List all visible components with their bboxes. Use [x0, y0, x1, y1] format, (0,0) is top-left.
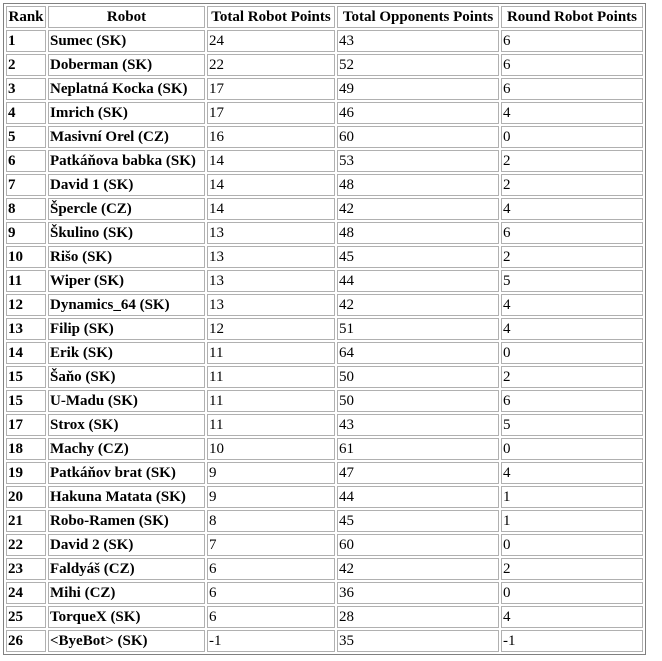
- total-opponents-points-cell: 50: [337, 366, 499, 388]
- robot-name-cell: Erik (SK): [48, 342, 205, 364]
- total-robot-points-cell: 22: [207, 54, 335, 76]
- rank-cell: 15: [6, 366, 46, 388]
- table-row: [6, 222, 643, 244]
- table-row: [6, 414, 643, 436]
- total-opponents-points-cell: 53: [337, 150, 499, 172]
- round-robot-points-cell: 2: [501, 366, 643, 388]
- robot-name-cell: Dynamics_64 (SK): [48, 294, 205, 316]
- total-robot-points-cell: 9: [207, 462, 335, 484]
- total-opponents-points-cell: 43: [337, 30, 499, 52]
- table-body: [6, 30, 643, 652]
- table-row: [6, 558, 643, 580]
- table-row: [6, 174, 643, 196]
- robot-name-cell: Wiper (SK): [48, 270, 205, 292]
- rank-cell: 20: [6, 486, 46, 508]
- total-robot-points-cell: 11: [207, 366, 335, 388]
- table-row: [6, 342, 643, 364]
- total-robot-points-cell: 16: [207, 126, 335, 148]
- total-robot-points-cell: 14: [207, 150, 335, 172]
- rank-cell: 26: [6, 630, 46, 652]
- rank-cell: 9: [6, 222, 46, 244]
- total-opponents-points-cell: 45: [337, 510, 499, 532]
- total-opponents-points-cell: 42: [337, 294, 499, 316]
- robot-name-cell: U-Madu (SK): [48, 390, 205, 412]
- total-opponents-points-cell: 50: [337, 390, 499, 412]
- results-table: [3, 3, 646, 655]
- round-robot-points-cell: 0: [501, 342, 643, 364]
- column-header-rank: Rank: [6, 6, 46, 28]
- table-row: [6, 78, 643, 100]
- total-robot-points-cell: 7: [207, 534, 335, 556]
- table-row: [6, 630, 643, 652]
- total-opponents-points-cell: 42: [337, 558, 499, 580]
- round-robot-points-cell: 4: [501, 198, 643, 220]
- robot-name-cell: Machy (CZ): [48, 438, 205, 460]
- robot-name-cell: David 2 (SK): [48, 534, 205, 556]
- total-robot-points-cell: 13: [207, 246, 335, 268]
- header-row: [6, 6, 643, 28]
- table-row: [6, 606, 643, 628]
- table-row: [6, 438, 643, 460]
- rank-cell: 24: [6, 582, 46, 604]
- rank-cell: 2: [6, 54, 46, 76]
- round-robot-points-cell: 0: [501, 582, 643, 604]
- total-opponents-points-cell: 46: [337, 102, 499, 124]
- table-row: [6, 462, 643, 484]
- rank-cell: 5: [6, 126, 46, 148]
- total-robot-points-cell: 6: [207, 582, 335, 604]
- table-row: [6, 510, 643, 532]
- table-row: [6, 126, 643, 148]
- total-robot-points-cell: 11: [207, 390, 335, 412]
- rank-cell: 6: [6, 150, 46, 172]
- total-robot-points-cell: 13: [207, 270, 335, 292]
- rank-cell: 18: [6, 438, 46, 460]
- total-opponents-points-cell: 36: [337, 582, 499, 604]
- robot-name-cell: Imrich (SK): [48, 102, 205, 124]
- total-robot-points-cell: 13: [207, 222, 335, 244]
- table-row: [6, 102, 643, 124]
- table-row: [6, 318, 643, 340]
- robot-name-cell: Škulino (SK): [48, 222, 205, 244]
- rank-cell: 1: [6, 30, 46, 52]
- rank-cell: 13: [6, 318, 46, 340]
- round-robot-points-cell: 2: [501, 558, 643, 580]
- total-robot-points-cell: 17: [207, 102, 335, 124]
- rank-cell: 22: [6, 534, 46, 556]
- round-robot-points-cell: 0: [501, 438, 643, 460]
- table-row: [6, 390, 643, 412]
- total-robot-points-cell: 11: [207, 414, 335, 436]
- column-header-robot: Robot: [48, 6, 205, 28]
- robot-name-cell: Sumec (SK): [48, 30, 205, 52]
- rank-cell: 8: [6, 198, 46, 220]
- round-robot-points-cell: 4: [501, 102, 643, 124]
- total-opponents-points-cell: 52: [337, 54, 499, 76]
- robot-name-cell: TorqueX (SK): [48, 606, 205, 628]
- rank-cell: 7: [6, 174, 46, 196]
- total-opponents-points-cell: 51: [337, 318, 499, 340]
- total-opponents-points-cell: 48: [337, 174, 499, 196]
- robot-name-cell: Strox (SK): [48, 414, 205, 436]
- round-robot-points-cell: 5: [501, 270, 643, 292]
- table-row: [6, 30, 643, 52]
- table-row: [6, 270, 643, 292]
- total-opponents-points-cell: 28: [337, 606, 499, 628]
- rank-cell: 14: [6, 342, 46, 364]
- total-robot-points-cell: 10: [207, 438, 335, 460]
- total-opponents-points-cell: 48: [337, 222, 499, 244]
- robot-name-cell: Špercle (CZ): [48, 198, 205, 220]
- rank-cell: 10: [6, 246, 46, 268]
- table-row: [6, 294, 643, 316]
- round-robot-points-cell: 2: [501, 246, 643, 268]
- round-robot-points-cell: 5: [501, 414, 643, 436]
- total-robot-points-cell: 8: [207, 510, 335, 532]
- robot-name-cell: Mihi (CZ): [48, 582, 205, 604]
- rank-cell: 15: [6, 390, 46, 412]
- table-row: [6, 150, 643, 172]
- total-robot-points-cell: 13: [207, 294, 335, 316]
- total-opponents-points-cell: 45: [337, 246, 499, 268]
- round-robot-points-cell: 1: [501, 510, 643, 532]
- robot-name-cell: Filip (SK): [48, 318, 205, 340]
- robot-name-cell: Hakuna Matata (SK): [48, 486, 205, 508]
- round-robot-points-cell: 4: [501, 462, 643, 484]
- total-robot-points-cell: 11: [207, 342, 335, 364]
- total-robot-points-cell: 14: [207, 174, 335, 196]
- total-robot-points-cell: 9: [207, 486, 335, 508]
- round-robot-points-cell: 1: [501, 486, 643, 508]
- column-header-total-robot-points: Total Robot Points: [207, 6, 335, 28]
- table-row: [6, 246, 643, 268]
- total-opponents-points-cell: 35: [337, 630, 499, 652]
- robot-name-cell: Šaňo (SK): [48, 366, 205, 388]
- robot-name-cell: Patkáňova babka (SK): [48, 150, 205, 172]
- robot-name-cell: Doberman (SK): [48, 54, 205, 76]
- total-robot-points-cell: 14: [207, 198, 335, 220]
- round-robot-points-cell: 6: [501, 222, 643, 244]
- total-robot-points-cell: -1: [207, 630, 335, 652]
- round-robot-points-cell: -1: [501, 630, 643, 652]
- total-opponents-points-cell: 44: [337, 270, 499, 292]
- table-header: [6, 6, 643, 28]
- robot-name-cell: Robo-Ramen (SK): [48, 510, 205, 532]
- total-robot-points-cell: 17: [207, 78, 335, 100]
- table-row: [6, 366, 643, 388]
- rank-cell: 3: [6, 78, 46, 100]
- robot-name-cell: Patkáňov brat (SK): [48, 462, 205, 484]
- robot-name-cell: <ByeBot> (SK): [48, 630, 205, 652]
- round-robot-points-cell: 4: [501, 294, 643, 316]
- rank-cell: 23: [6, 558, 46, 580]
- total-robot-points-cell: 24: [207, 30, 335, 52]
- round-robot-points-cell: 6: [501, 390, 643, 412]
- round-robot-points-cell: 0: [501, 534, 643, 556]
- round-robot-points-cell: 2: [501, 150, 643, 172]
- robot-name-cell: Rišo (SK): [48, 246, 205, 268]
- total-opponents-points-cell: 42: [337, 198, 499, 220]
- rank-cell: 12: [6, 294, 46, 316]
- rank-cell: 21: [6, 510, 46, 532]
- rank-cell: 11: [6, 270, 46, 292]
- rank-cell: 17: [6, 414, 46, 436]
- total-opponents-points-cell: 64: [337, 342, 499, 364]
- round-robot-points-cell: 6: [501, 30, 643, 52]
- round-robot-points-cell: 4: [501, 606, 643, 628]
- rank-cell: 25: [6, 606, 46, 628]
- rank-cell: 4: [6, 102, 46, 124]
- total-robot-points-cell: 6: [207, 606, 335, 628]
- column-header-round-robot-points: Round Robot Points: [501, 6, 643, 28]
- total-opponents-points-cell: 49: [337, 78, 499, 100]
- total-opponents-points-cell: 61: [337, 438, 499, 460]
- total-opponents-points-cell: 43: [337, 414, 499, 436]
- robot-name-cell: David 1 (SK): [48, 174, 205, 196]
- table-row: [6, 54, 643, 76]
- table-row: [6, 486, 643, 508]
- total-opponents-points-cell: 60: [337, 534, 499, 556]
- round-robot-points-cell: 6: [501, 78, 643, 100]
- round-robot-points-cell: 4: [501, 318, 643, 340]
- total-opponents-points-cell: 47: [337, 462, 499, 484]
- robot-name-cell: Neplatná Kocka (SK): [48, 78, 205, 100]
- total-robot-points-cell: 12: [207, 318, 335, 340]
- total-opponents-points-cell: 60: [337, 126, 499, 148]
- rank-cell: 19: [6, 462, 46, 484]
- round-robot-points-cell: 6: [501, 54, 643, 76]
- robot-name-cell: Faldyáš (CZ): [48, 558, 205, 580]
- column-header-total-opponents-points: Total Opponents Points: [337, 6, 499, 28]
- table-row: [6, 582, 643, 604]
- table-row: [6, 534, 643, 556]
- total-opponents-points-cell: 44: [337, 486, 499, 508]
- round-robot-points-cell: 0: [501, 126, 643, 148]
- total-robot-points-cell: 6: [207, 558, 335, 580]
- round-robot-points-cell: 2: [501, 174, 643, 196]
- robot-name-cell: Masivní Orel (CZ): [48, 126, 205, 148]
- table-row: [6, 198, 643, 220]
